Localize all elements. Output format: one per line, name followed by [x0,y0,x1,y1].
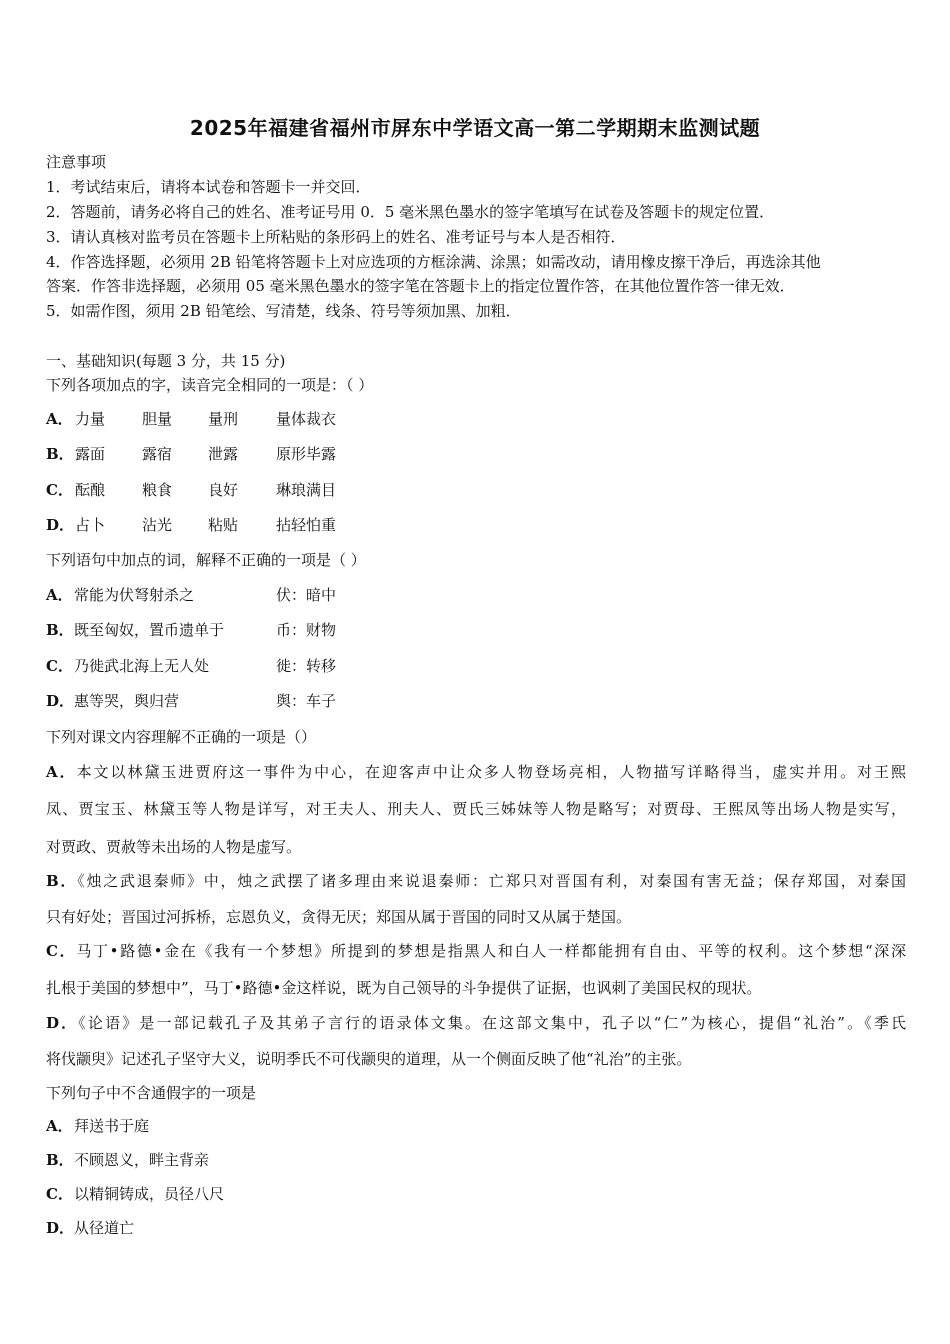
notice-item: 2．答题前，请务必将自己的姓名、准考证号用 0．5 毫米黑色墨水的签字笔填写在试卷及答题卡的规定位置． [46,203,775,221]
option-sentence: 乃徙武北海上无人处 [74,657,210,675]
option-word: 露宿 [142,445,173,463]
question-stem: 下列语句中加点的词，解释不正确的一项是（ ） [46,551,366,569]
option-key: A． [46,763,77,781]
option-text: 马丁•路德•金在《我有一个梦想》所提到的梦想是指黑人和白人一样都能拥有自由、平等的权利。这个梦想“深深 [76,942,906,960]
option-a-line [46,762,906,782]
option-word: 原形毕露 [276,445,337,463]
option-key: D． [46,1219,75,1237]
option-b [46,620,224,640]
option-sentence: 常能为伏弩射杀之 [74,586,195,604]
option-word: 露面 [75,445,106,463]
option-key: A． [46,586,73,604]
notice-item: 5．如需作图，须用 2B 铅笔绘、写清楚，线条、符号等须加黑、加粗． [46,302,521,320]
option-key: A． [46,410,73,428]
option-key: C． [46,1185,73,1203]
option-key: C． [46,942,77,960]
option-b-line [46,871,906,891]
option-word: 量刑 [208,410,239,428]
notice-item: 答案．作答非选择题，必须用 05 毫米黑色墨水的签字笔在答题卡上的指定位置作答，在其他位置作答一律无效． [46,277,795,295]
question-stem: 下列句子中不含通假字的一项是 [46,1084,257,1102]
option-d-line [46,1013,906,1033]
option-sentence: 惠等哭，舆归营 [74,692,180,710]
notice-item: 3．请认真核对监考员在答题卡上所粘贴的条形码上的姓名、准考证号与本人是否相符． [46,228,626,246]
option-key: B． [46,872,78,890]
option-a-line: 对贾政、贾赦等未出场的人物是虚写。 [46,838,302,856]
option-c-line [46,941,906,961]
option-word: 良好 [208,481,239,499]
option-d-line: 将伐颛臾》记述孔子坚守大义，说明季氏不可伐颛臾的道理，从一个侧面反映了他“礼治”的主张。 [46,1050,692,1068]
option-a [46,409,74,429]
option-key: B． [46,445,74,463]
option-b [46,1150,209,1170]
option-d [46,1218,134,1238]
option-explanation: 币：财物 [276,621,337,639]
option-word: 粮食 [142,481,173,499]
option-d [46,691,179,711]
option-explanation: 徙：转移 [276,657,337,675]
notice-item: 1．考试结束后，请将本试卷和答题卡一并交回． [46,178,371,196]
option-explanation: 伏：暗中 [276,586,337,604]
option-c [46,480,74,500]
option-word: 胆量 [142,410,173,428]
option-b [46,444,74,464]
option-c [46,656,209,676]
question-stem: 下列对课文内容理解不正确的一项是（） [46,728,317,746]
notice-heading: 注意事项 [46,153,107,171]
option-word: 占卜 [75,516,106,534]
option-word: 力量 [75,410,106,428]
option-word: 量体裁衣 [276,410,337,428]
option-a-line: 凤、贾宝玉、林黛玉等人物是详写，对王夫人、刑夫人、贾氏三姊妹等人物是略写；对贾母、王熙凤等出场人物是实写， [46,800,906,818]
option-key: B． [46,621,74,639]
option-d [46,515,74,535]
option-word: 沾光 [142,516,173,534]
option-sentence: 既至匈奴，置币遗单于 [74,621,225,639]
option-key: D． [46,516,75,534]
option-a [46,1116,149,1136]
option-word: 泄露 [208,445,239,463]
page-title: 2025年福建省福州市屏东中学语文高一第二学期期末监测试题 [189,116,761,140]
option-key: B． [46,1151,74,1169]
notice-item: 4．作答选择题，必须用 2B 铅笔将答题卡上对应选项的方框涂满、涂黑；如需改动，请用橡皮擦干净后，再选涂其他 [46,253,821,271]
option-word: 琳琅满目 [276,481,337,499]
option-key: C． [46,657,73,675]
option-b-line: 只有好处；晋国过河拆桥，忘恩负义，贪得无厌；郑国从属于晋国的同时又从属于楚国。 [46,908,632,926]
option-word: 拈轻怕重 [276,516,337,534]
option-word: 粘贴 [208,516,239,534]
option-word: 酝酿 [75,481,106,499]
option-text: 《烛之武退秦师》中，烛之武摆了诸多理由来说退秦师：亡郑只对晋国有利，对秦国有害无益；保存郑国，对秦国 [77,872,906,890]
option-c-line: 扎根于美国的梦想中”，马丁•路德•金这样说，既为自己领导的斗争提供了证据，也讽刺了美国民权的现状。 [46,979,762,997]
option-a [46,585,194,605]
option-text: 本文以林黛玉进贾府这一事件为中心，在迎客声中让众多人物登场亮相，人物描写详略得当，虚实并用。对王熙 [76,763,906,781]
option-key: D． [46,1014,79,1032]
option-key: D． [46,692,75,710]
option-text: 拜送书于庭 [74,1117,150,1135]
option-key: A． [46,1117,73,1135]
question-stem: 下列各项加点的字，读音完全相同的一项是：（ ） [46,376,374,394]
option-c [46,1184,224,1204]
option-text: 《论语》是一部记载孔子及其弟子言行的语录体文集。在这部文集中，孔子以“仁”为核心，提倡“礼治”。《季氏 [78,1014,906,1032]
option-text: 不顾恩义，畔主背亲 [74,1151,210,1169]
section-heading: 一、基础知识(每题 3 分，共 15 分) [46,352,286,370]
option-explanation: 舆：车子 [276,692,337,710]
option-key: C． [46,481,73,499]
option-text: 从径道亡 [74,1219,135,1237]
option-text: 以精铜铸成，员径八尺 [74,1185,225,1203]
